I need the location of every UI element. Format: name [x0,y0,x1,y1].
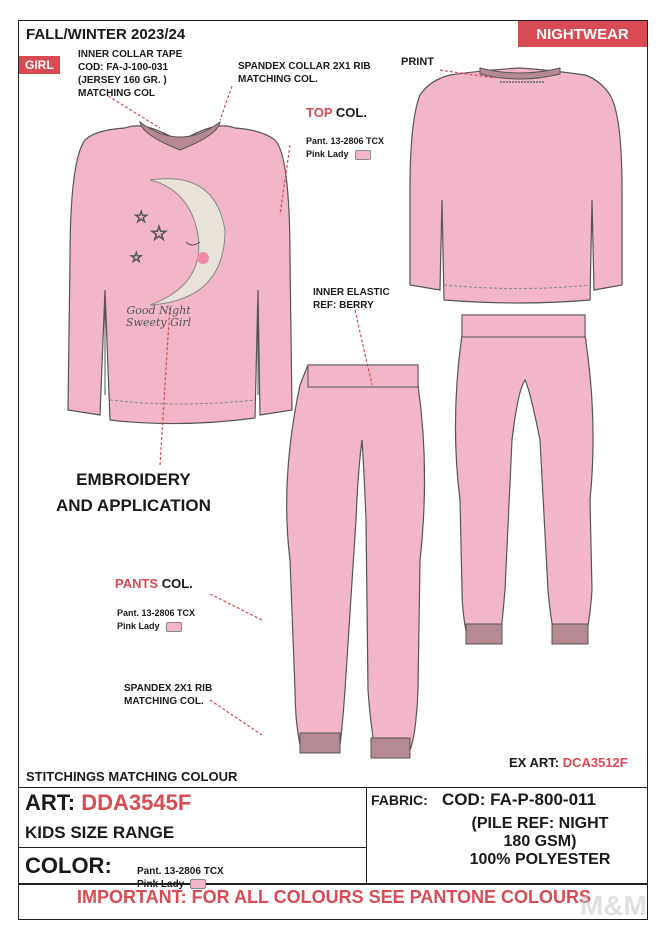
pants-col-title: PANTS [115,576,159,591]
svg-text:☆: ☆ [150,221,168,245]
girl-tag: GIRL [19,56,60,74]
important-note: IMPORTANT: FOR ALL COLOURS SEE PANTONE COLOURS [76,887,591,907]
front-top-drawing [68,122,292,424]
color-detail-text: Pant. 13-2806 TCX Pink Lady [137,866,224,890]
top-col-title: TOP [306,105,333,120]
top-col-heading [306,105,367,120]
color-label: COLOR: [25,853,112,878]
ex-art-label: EX ART: [509,755,560,770]
inner-elastic-note: INNER ELASTIC REF: BERRY [313,287,390,311]
moon-text-line2: Sweety Girl [126,316,192,329]
back-top-drawing [410,68,622,303]
pants-col-detail-text: Pant. 13-2806 TCX Pink Lady [117,608,196,631]
pants-col-detail [117,594,195,633]
pants-color-swatch [166,622,182,632]
spec-divider-bottom [18,884,648,885]
front-pants-drawing [287,365,425,758]
watermark-logo: M&M [580,890,647,921]
moon-text-line1: Good Night [126,304,191,317]
art-label: ART: [25,790,76,815]
art-value: DDA3545F [81,790,192,815]
ex-art [509,755,628,770]
spandex-cuff-note: SPANDEX 2X1 RIB MATCHING COL. [124,683,213,707]
pants-col-suffix: COL. [161,576,193,591]
color-detail [137,852,224,891]
top-col-suffix: COL. [335,105,367,120]
svg-text:☆: ☆ [130,250,143,266]
svg-text:☆: ☆ [134,207,149,226]
top-col-detail [306,122,384,161]
inner-collar-note: INNER COLLAR TAPE COD: FA-J-100-031 (JERSEY 160 GR. ) MATCHING COL [78,49,183,99]
fabric-detail: (PILE REF: NIGHT 180 GSM) 100% POLYESTER [469,815,611,868]
season-title: FALL/WINTER 2023/24 [26,26,186,43]
moon-script-text [126,305,191,329]
top-col-detail-text: Pant. 13-2806 TCX Pink Lady [306,136,385,159]
spandex-collar-note: SPANDEX COLLAR 2X1 RIB MATCHING COL. [238,61,371,85]
print-note: PRINT [401,56,434,68]
fabric-code: COD: FA-P-800-011 [442,790,596,809]
fabric-label: FABRIC: [371,792,428,808]
top-color-swatch [355,150,371,160]
nightwear-tag: NIGHTWEAR [518,21,647,47]
back-pants-drawing [455,315,593,644]
art-row [25,790,191,816]
pants-col-heading [115,576,193,591]
embroidery-note: EMBROIDERY AND APPLICATION [56,470,211,515]
size-range: KIDS SIZE RANGE [25,823,175,842]
stitchings-note: STITCHINGS MATCHING COLOUR [26,769,238,784]
ex-art-value: DCA3512F [562,755,628,770]
spec-divider-horizontal [18,847,366,848]
spec-divider-vertical [366,787,367,884]
